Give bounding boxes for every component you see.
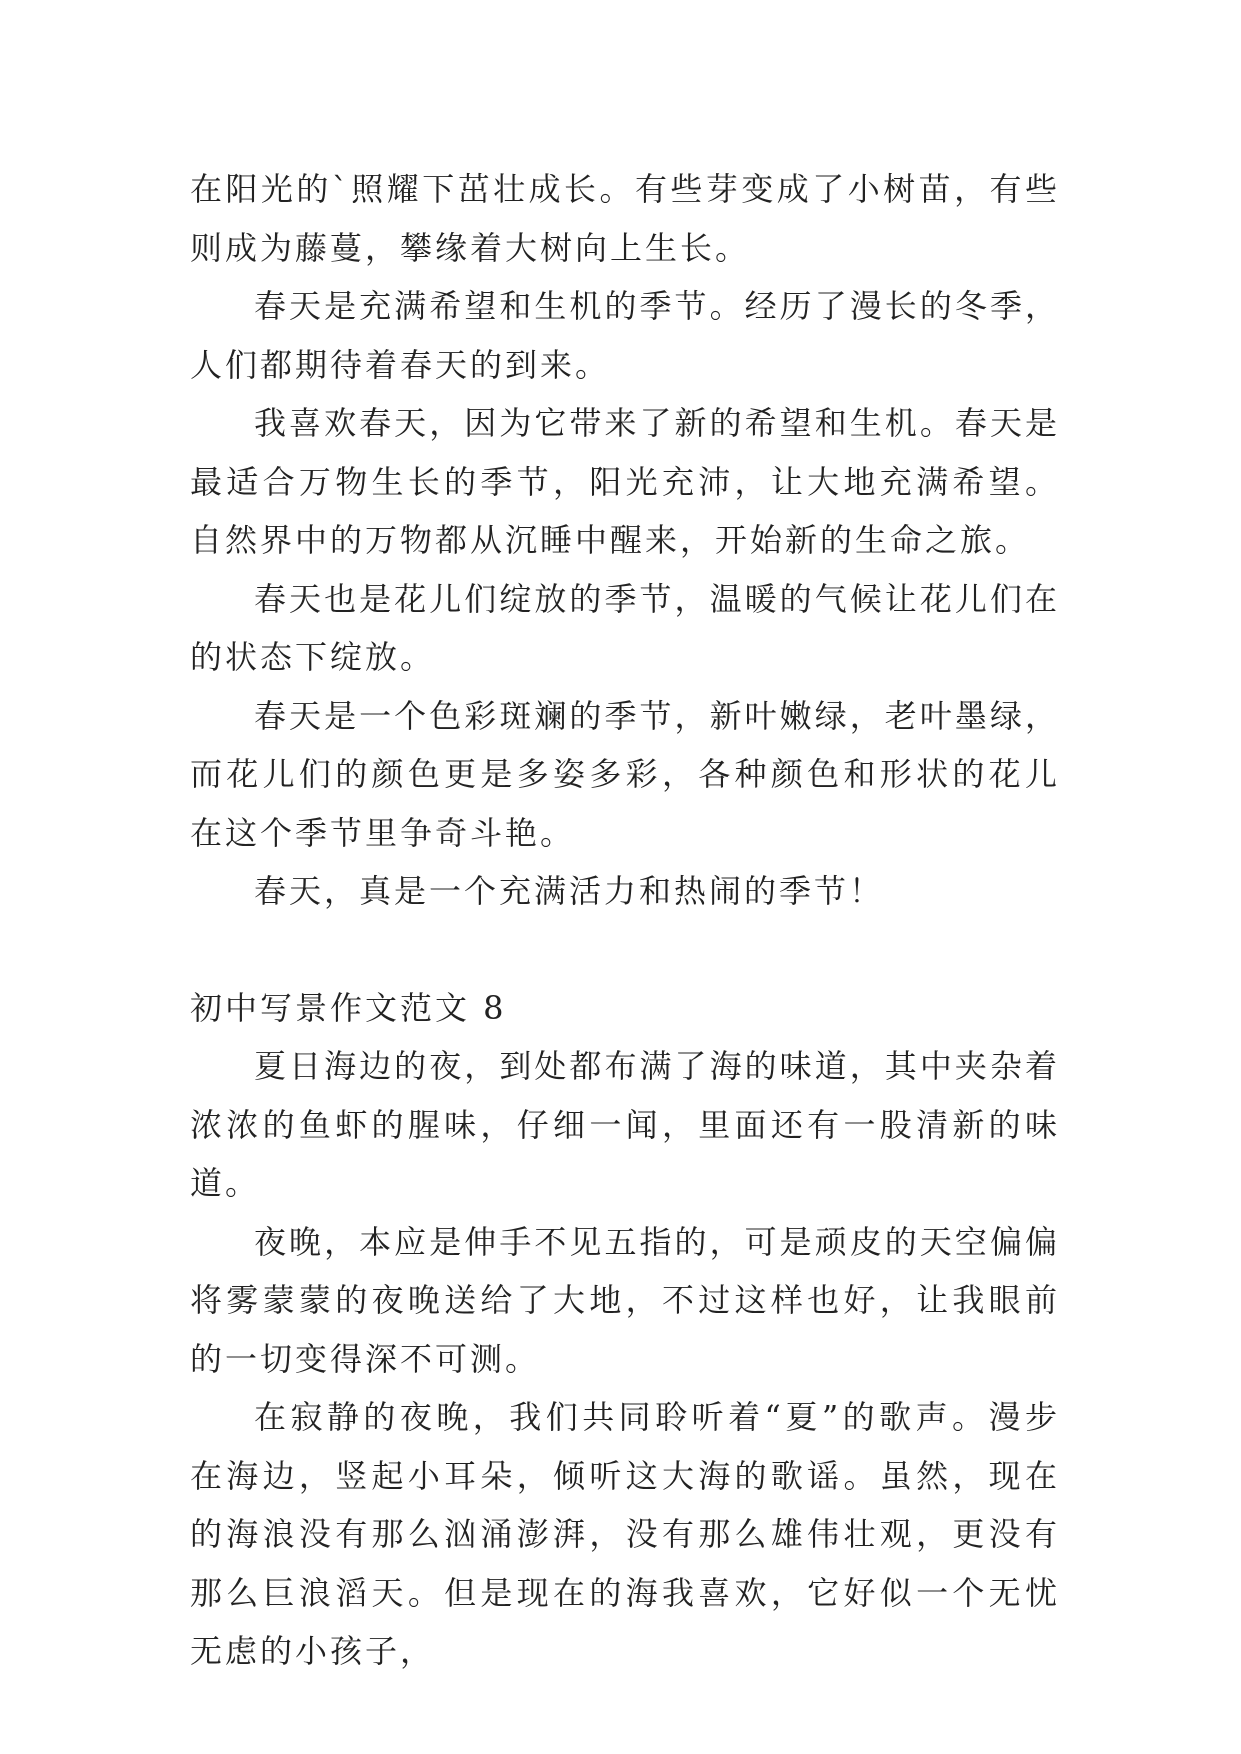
section-title: 初中写景作文范文 8 (190, 988, 507, 1027)
paragraph: 在寂静的夜晚，我们共同聆听着“夏”的歌声。漫步在海边，竖起小耳朵，倾听这大海的歌谣。虽然，现在的海浪没有那么汹涌澎湃，没有那么雄伟壮观，更没有那么巨浪滔天。但是现在的海我喜欢，它好似一个无忧无虑的小孩子， (190, 1398, 1060, 1670)
paragraph-continuation: 在阳光的`照耀下茁壮成长。有些芽变成了小树苗，有些则成为藤蔓，攀缘着大树向上生长。 (190, 170, 1060, 267)
paragraph: 春天，真是一个充满活力和热闹的季节！ (254, 872, 885, 910)
paragraph: 春天是一个色彩斑斓的季节，新叶嫩绿，老叶墨绿，而花儿们的颜色更是多姿多彩，各种颜色和形状的花儿在这个季节里争奇斗艳。 (190, 696, 1060, 852)
paragraph: 我喜欢春天，因为它带来了新的希望和生机。春天是最适合万物生长的季节，阳光充沛，让大地充满希望。自然界中的万物都从沉睡中醒来，开始新的生命之旅。 (190, 404, 1060, 559)
paragraph: 春天也是花儿们绽放的季节，温暖的气候让花儿们在的状态下绽放。 (190, 579, 1060, 676)
document-body (190, 160, 1060, 1681)
paragraph: 夜晚，本应是伸手不见五指的，可是顽皮的天空偏偏将雾蒙蒙的夜晚送给了大地，不过这样也好，让我眼前的一切变得深不可测。 (190, 1222, 1060, 1378)
paragraph: 夏日海边的夜，到处都布满了海的味道，其中夹杂着浓浓的鱼虾的腥味，仔细一闻，里面还有一股清新的味道。 (190, 1047, 1060, 1202)
paragraph: 春天是充满希望和生机的季节。经历了漫长的冬季，人们都期待着春天的到来。 (190, 287, 1060, 384)
